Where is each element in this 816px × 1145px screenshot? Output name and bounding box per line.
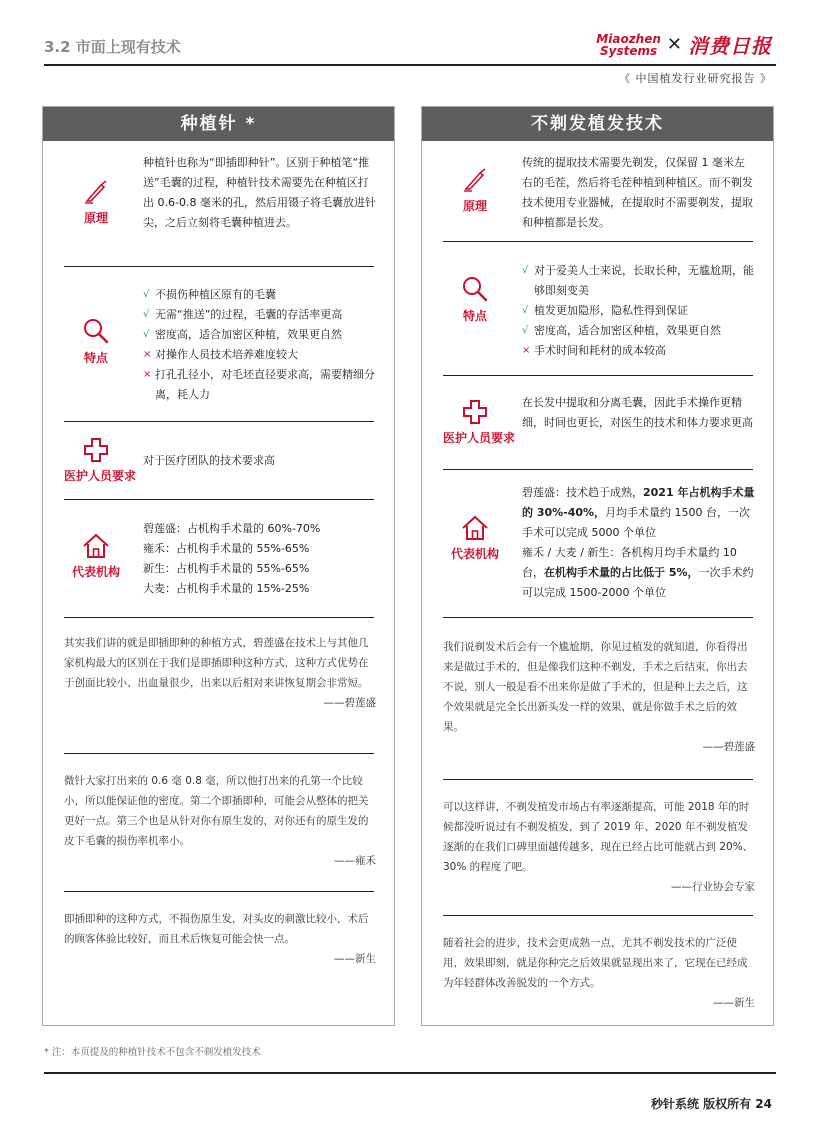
miaozhen-logo: Miaozhen Systems bbox=[596, 31, 661, 58]
quote-text: 即插即种的这种方式，不损伤原生发，对头皮的刺激比较小，术后的顾客体验比较好，而且术后恢复可能会快一点。 bbox=[64, 913, 369, 945]
quote-block bbox=[443, 797, 755, 897]
check-icon: √ bbox=[522, 265, 529, 276]
quote-author: ——行业协会专家 bbox=[671, 881, 755, 893]
quote-author: ——碧莲盛 bbox=[702, 741, 755, 753]
orgs-list bbox=[143, 519, 376, 599]
cross-icon: × bbox=[522, 345, 531, 356]
header-rule bbox=[44, 64, 776, 66]
divider bbox=[443, 469, 753, 470]
org-item: 碧莲盛：占机构手术量的 60%-70% bbox=[143, 522, 321, 535]
orgs-icon-group bbox=[443, 515, 507, 562]
features-icon-group bbox=[64, 317, 128, 366]
org-item: 雍禾：占机构手术量的 55%-65% bbox=[143, 542, 310, 555]
section-title: 3.2 市面上现有技术 bbox=[44, 38, 181, 56]
principle-icon-group bbox=[64, 179, 128, 226]
medical-text: 在长发中提取和分离毛囊，因此手术操作更精细，时间也更长，对医生的技术和体力要求更高 bbox=[522, 396, 753, 429]
divider bbox=[64, 266, 374, 267]
feature-item: √ 密度高，适合加密区种植，效果更自然 bbox=[522, 321, 755, 341]
medical-cross-icon bbox=[83, 437, 109, 463]
cross-icon: × bbox=[143, 369, 152, 380]
page-footer: 秒针系统 版权所有 24 bbox=[650, 1097, 772, 1111]
footnote: * 注：本页提及的种植针技术不包含不剃发植发技术 bbox=[44, 1047, 261, 1058]
panel-no-shave bbox=[421, 106, 774, 1026]
quote-block bbox=[443, 637, 755, 757]
xiaofeiribao-logo: 消费日报 bbox=[688, 34, 772, 58]
divider bbox=[443, 241, 753, 242]
check-icon: √ bbox=[143, 329, 150, 340]
orgs-row bbox=[443, 483, 753, 613]
medical-icon-group bbox=[64, 437, 137, 484]
check-icon: √ bbox=[143, 289, 150, 300]
magnifier-icon bbox=[461, 275, 489, 303]
features-icon-group bbox=[443, 275, 507, 324]
house-icon bbox=[461, 515, 489, 541]
feature-item: √ 无需“推送”的过程，毛囊的存活率更高 bbox=[143, 305, 376, 325]
orgs-text bbox=[522, 483, 755, 603]
scalpel-icon bbox=[462, 167, 488, 193]
features-row bbox=[443, 261, 753, 371]
principle-text: 种植针也称为“即插即种针”。区别于种植笔“推送”毛囊的过程，种植针技术需要先在种植区打出 0.6-0.8 毫米的孔，然后用镊子将毛囊放进针尖，之后立刻将毛囊种植进去。 bbox=[143, 156, 376, 229]
features-label: 特点 bbox=[83, 351, 108, 365]
medical-cross-icon bbox=[462, 399, 488, 425]
feature-item: √ 不损伤种植区原有的毛囊 bbox=[143, 285, 376, 305]
house-icon bbox=[82, 533, 110, 559]
divider bbox=[64, 617, 374, 618]
features-list bbox=[143, 285, 376, 405]
feature-item: √ 植发更加隐形，隐私性得到保证 bbox=[522, 301, 755, 321]
org-item: 雍禾 / 大麦 / 新生：各机构月均手术量约 10 台，在机构手术量的占比低于 5%，一次手术约可以完成 1500-2000 个单位 bbox=[522, 546, 754, 599]
medical-label: 医护人员要求 bbox=[64, 469, 137, 483]
feature-item: √ 对于爱美人士来说，长取长种，无尴尬期，能够即刻变美 bbox=[522, 261, 755, 301]
orgs-icon-group bbox=[64, 533, 128, 580]
panel-title: 不剃发植发技术 bbox=[422, 107, 773, 141]
divider bbox=[64, 753, 374, 754]
medical-row bbox=[443, 393, 753, 463]
features-list bbox=[522, 261, 755, 361]
check-icon: √ bbox=[522, 305, 529, 316]
divider bbox=[443, 375, 753, 376]
quote-author: ——新生 bbox=[713, 997, 755, 1009]
divider bbox=[443, 915, 753, 916]
medical-label: 医护人员要求 bbox=[443, 431, 516, 445]
medical-text: 对于医疗团队的技术要求高 bbox=[143, 454, 275, 467]
orgs-row bbox=[64, 519, 374, 609]
quote-block bbox=[64, 909, 376, 969]
medical-icon-group bbox=[443, 399, 516, 446]
panel-title: 种植针 * bbox=[43, 107, 394, 141]
divider bbox=[443, 617, 753, 618]
quote-text: 微针大家打出来的 0.6 毫 0.8 毫，所以他打出来的孔第一个比较小，所以能保证他的密度。第二个即插即种，可能会从整体的把关更好一点。第三个也是从针对你有原生发的，对你还有的原生发的皮下毛囊的损伤率机率小。 bbox=[64, 775, 369, 847]
quote-block bbox=[64, 771, 376, 871]
feature-item: × 打孔孔径小，对毛坯直径要求高，需要精细分离，耗人力 bbox=[143, 365, 376, 405]
principle-label: 原理 bbox=[462, 199, 487, 213]
quote-block bbox=[64, 633, 376, 713]
divider bbox=[64, 499, 374, 500]
orgs-label: 代表机构 bbox=[450, 547, 499, 561]
quote-author: ——新生 bbox=[334, 953, 376, 965]
feature-item: × 手术时间和耗材的成本较高 bbox=[522, 341, 755, 361]
medical-row bbox=[64, 425, 374, 495]
quote-author: ——碧莲盛 bbox=[323, 697, 376, 709]
quote-text: 其实我们讲的就是即插即种的种植方式，碧莲盛在技术上与其他几家机构最大的区别在于我们是即插即种这种方式，这种方式优势在于创面比较小、出血量很少，出来以后相对来讲恢复期会非常短。 bbox=[64, 637, 369, 689]
check-icon: √ bbox=[143, 309, 150, 320]
feature-item: √ 密度高，适合加密区种植，效果更自然 bbox=[143, 325, 376, 345]
org-item: 新生：占机构手术量的 55%-65% bbox=[143, 562, 310, 575]
cross-icon: × bbox=[143, 349, 152, 360]
quote-author: ——雍禾 bbox=[334, 855, 376, 867]
quote-text: 我们说剃发术后会有一个尴尬期，你见过植发的就知道，你看得出来是做过手术的，但是像我们这种不剃发，手术之后结束，你出去不说，别人一般是看不出来你是做了手术的，但是种上去之后，这个效果就是完全长出新头发一样的效果，就是你做手术之后的效果。 bbox=[443, 641, 748, 733]
brand-separator: ✕ bbox=[666, 34, 682, 55]
divider bbox=[64, 891, 374, 892]
divider bbox=[443, 779, 753, 780]
orgs-label: 代表机构 bbox=[71, 565, 120, 579]
feature-item: × 对操作人员技术培养难度较大 bbox=[143, 345, 376, 365]
footer-rule bbox=[44, 1072, 776, 1074]
quote-text: 可以这样讲，不剃发植发市场占有率逐渐提高，可能 2018 年的时候都没听说过有不剃发植发，到了 2019 年、2020 年不剃发植发逐渐的在我们口碑里面越传越多，现在已经占比可能就占到 20%、30% 的程度了吧。 bbox=[443, 801, 754, 873]
report-name: 《 中国植发行业研究报告 》 bbox=[619, 72, 772, 85]
panel-seeding-needle bbox=[42, 106, 395, 1026]
quote-text: 随着社会的进步，技术会更成熟一点，尤其不剃发技术的广泛使用，效果即刻，就是你种完之后效果就显现出来了，它现在已经成为年轻群体改善脱发的一个方式。 bbox=[443, 937, 748, 989]
features-label: 特点 bbox=[462, 309, 487, 323]
scalpel-icon bbox=[83, 179, 109, 205]
check-icon: √ bbox=[522, 325, 529, 336]
quote-block bbox=[443, 933, 755, 1013]
principle-row bbox=[64, 153, 374, 265]
principle-icon-group bbox=[443, 167, 507, 214]
page-header bbox=[44, 28, 776, 68]
magnifier-icon bbox=[82, 317, 110, 345]
brand-logos bbox=[596, 30, 772, 59]
principle-text: 传统的提取技术需要先剃发，仅保留 1 毫米左右的毛茬，然后将毛茬种植到种植区。而不剃发技术使用专业器械，在提取时不需要剃发，提取和种植都是长发。 bbox=[522, 156, 753, 229]
divider bbox=[64, 421, 374, 422]
features-row bbox=[64, 285, 374, 415]
principle-row bbox=[443, 153, 753, 265]
principle-label: 原理 bbox=[83, 211, 108, 225]
org-item: 大麦：占机构手术量的 15%-25% bbox=[143, 582, 310, 595]
org-item: 碧莲盛：技术趋于成熟，2021 年占机构手术量的 30%-40%，月均手术量约 1500 台，一次手术可以完成 5000 个单位 bbox=[522, 486, 755, 539]
